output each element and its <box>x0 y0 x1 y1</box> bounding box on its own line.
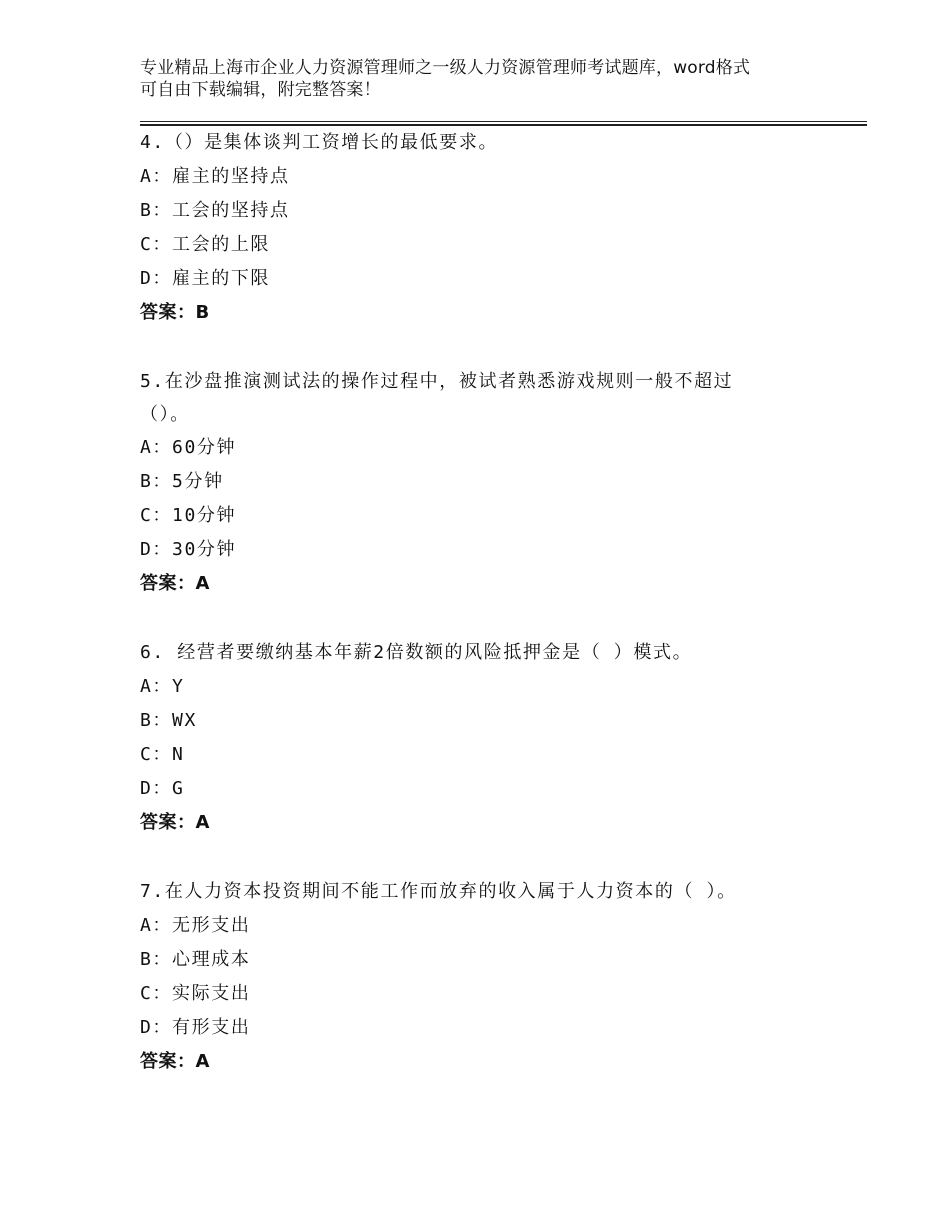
option-c: C：实际支出 <box>140 983 251 1004</box>
header-line-2: 可自由下载编辑，附完整答案！ <box>140 80 381 100</box>
question-5 <box>140 365 820 601</box>
question-stem-continuation: （）。 <box>140 404 190 425</box>
header-line-1: 专业精品上海市企业人力资源管理师之一级人力资源管理师考试题库，word格式 <box>140 58 751 78</box>
option-a: A：雇主的坚持点 <box>140 166 290 187</box>
answer-line: 答案：A <box>140 1051 210 1072</box>
question-stem: 5.在沙盘推演测试法的操作过程中，被试者熟悉游戏规则一般不超过 <box>140 371 734 392</box>
question-stem: 7.在人力资本投资期间不能工作而放弃的收入属于人力资本的（ ）。 <box>140 881 737 902</box>
option-c: C：N <box>140 744 185 765</box>
option-b: B：工会的坚持点 <box>140 200 290 221</box>
option-b: B：WX <box>140 710 197 731</box>
option-c: C：10分钟 <box>140 505 237 526</box>
question-4 <box>140 126 820 330</box>
question-spacer <box>140 330 820 365</box>
answer-line: 答案：A <box>140 573 210 594</box>
option-a: A：Y <box>140 676 185 697</box>
document-header <box>140 57 820 101</box>
question-6 <box>140 636 820 840</box>
option-d: D：雇主的下限 <box>140 268 271 289</box>
question-spacer <box>140 601 820 636</box>
option-d: D：30分钟 <box>140 539 237 560</box>
option-d: D：有形支出 <box>140 1017 251 1038</box>
question-stem: 4.（）是集体谈判工资增长的最低要求。 <box>140 132 499 153</box>
question-spacer <box>140 840 820 875</box>
question-list <box>140 126 820 1079</box>
option-b: B：5分钟 <box>140 471 224 492</box>
option-a: A：60分钟 <box>140 437 237 458</box>
option-b: B：心理成本 <box>140 949 251 970</box>
question-7 <box>140 875 820 1079</box>
option-d: D：G <box>140 778 185 799</box>
option-a: A：无形支出 <box>140 915 251 936</box>
answer-line: 答案：B <box>140 302 210 323</box>
question-stem: 6. 经营者要缴纳基本年薪2倍数额的风险抵押金是（ ）模式。 <box>140 642 693 663</box>
option-c: C：工会的上限 <box>140 234 271 255</box>
answer-line: 答案：A <box>140 812 210 833</box>
header-divider-thin <box>140 121 867 122</box>
